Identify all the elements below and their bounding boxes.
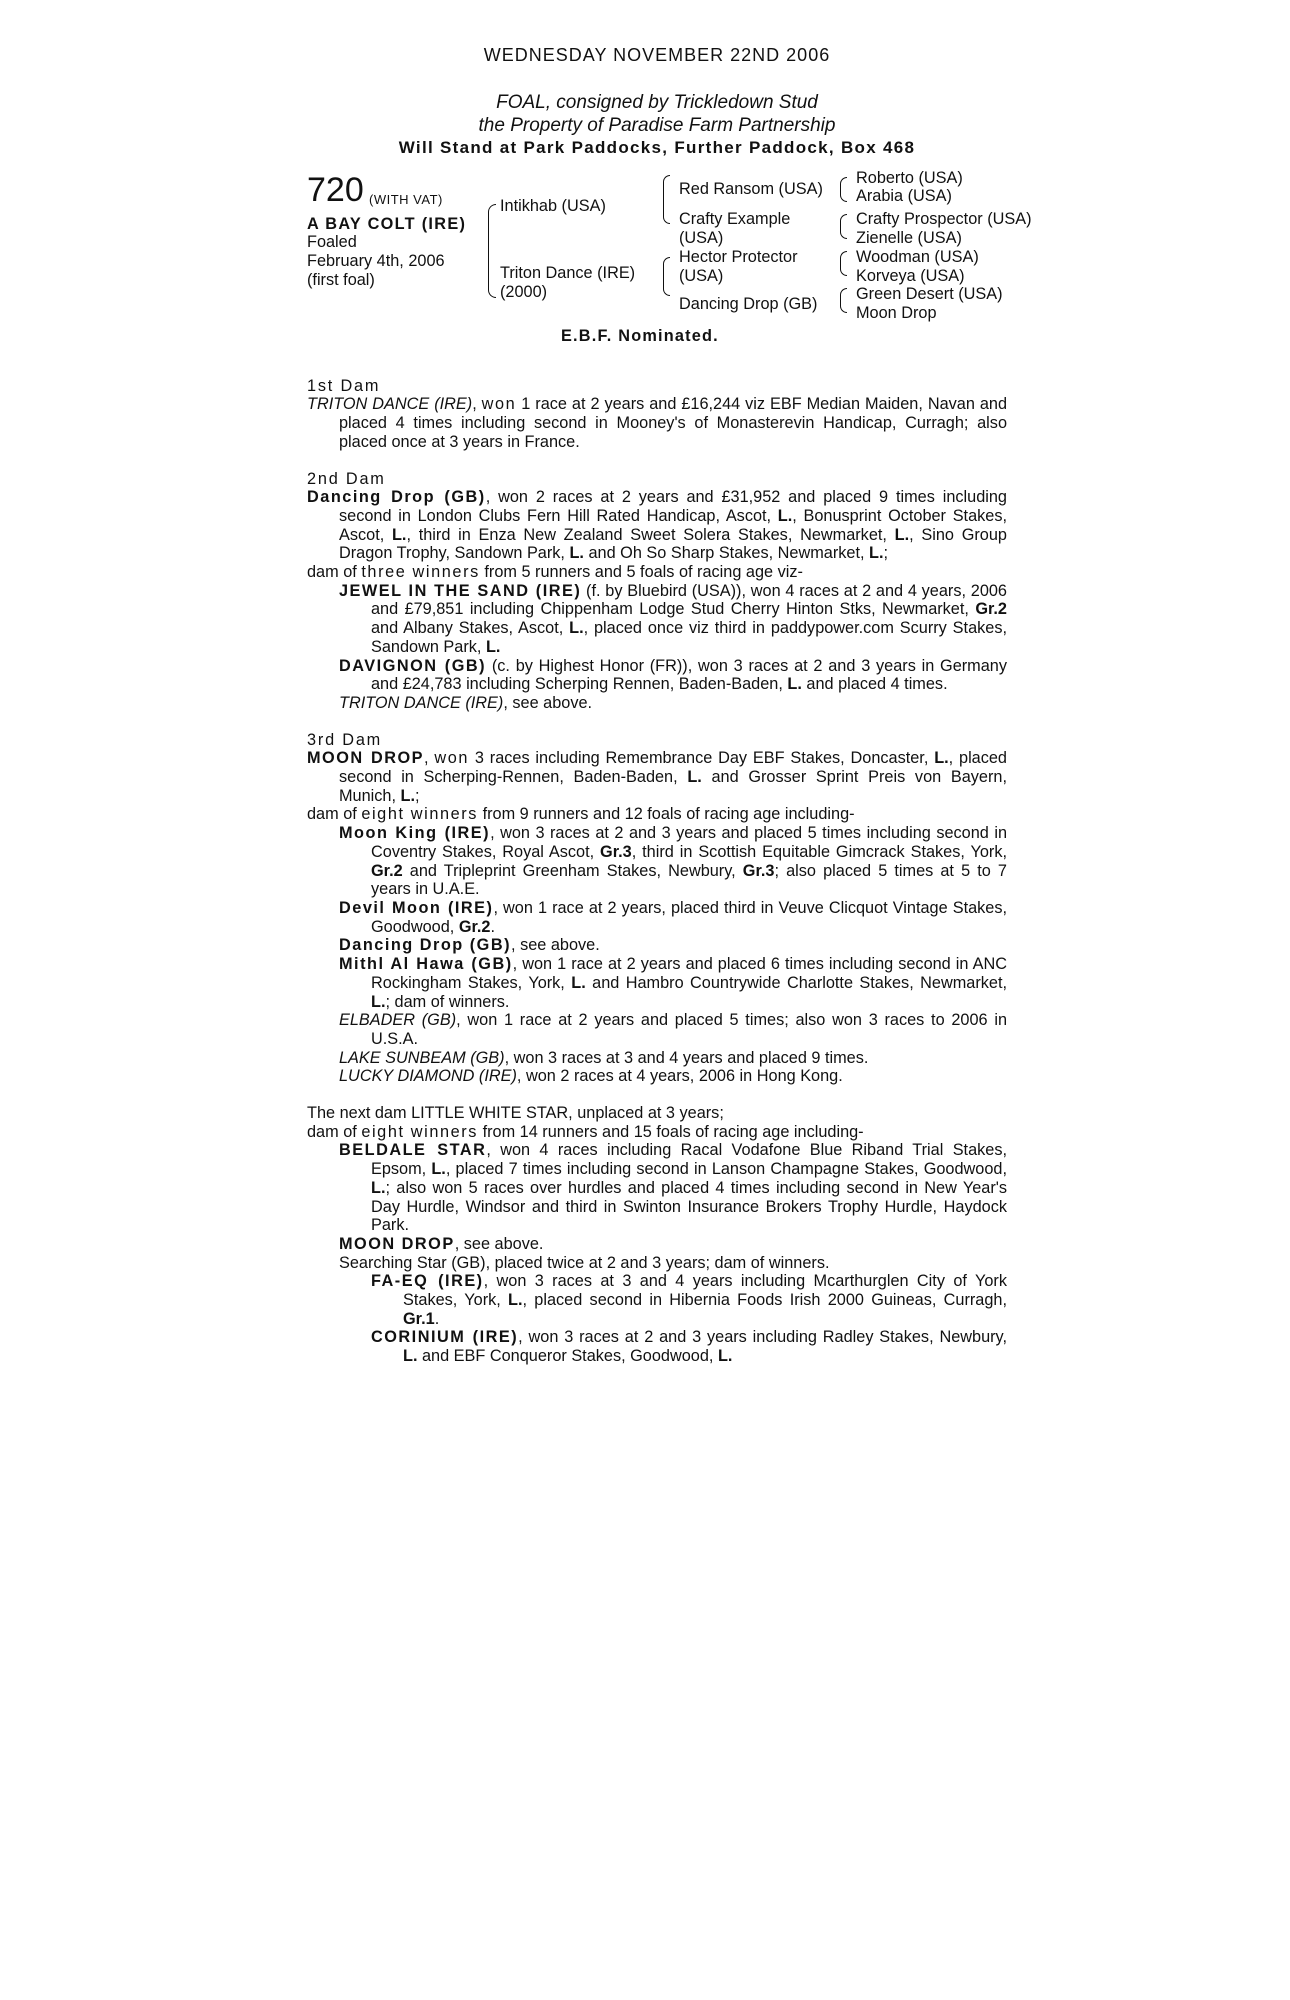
next-dam-produce-summary: dam of eight winners from 14 runners and 15 foals of racing age including-: [307, 1122, 864, 1141]
brace-gen3-4-bottom: [840, 300, 847, 313]
gg-2: Arabia (USA): [856, 186, 952, 205]
gg-5: Woodman (USA): [856, 247, 979, 266]
produce-item: FA-EQ (IRE), won 3 races at 3 and 4 years including Mcarthurglen City of York Stakes, York, L., placed second in Hibernia Foods Irish 2000 Guineas, Curragh, Gr.1.: [371, 1272, 1007, 1328]
catalogue-page: [307, 45, 1032, 1366]
ebf-nominated: E.B.F. Nominated.: [561, 326, 719, 345]
gg-3: Crafty Prospector (USA): [856, 209, 1032, 228]
produce-item: BELDALE STAR, won 4 races including Racal Vodafone Blue Riband Trial Stakes, Epsom, L., placed 7 times including second in Lanson Champagne Stakes, Goodwood, L.; also won 5 races over hurdles and placed 4 times including second in New Year's Day Hurdle, Windsor and third in Swinton Insurance Brokers Trophy Hurdle, Haydock Park.: [339, 1141, 1007, 1235]
brace-gen3-2-bottom: [840, 226, 847, 239]
third-dam-section: [307, 731, 1007, 1086]
dam-name: Triton Dance (IRE): [500, 263, 636, 282]
brace-gen3-1-top: [840, 177, 847, 190]
dam-dam: Dancing Drop (GB): [679, 294, 818, 313]
produce-item: JEWEL IN THE SAND (IRE) (f. by Bluebird (USA)), won 4 races at 2 and 4 years, 2006 and £79,851 including Chippenham Lodge Stud Cherry Hinton Stks, Newmarket, Gr.2 and Albany Stakes, Ascot, L., placed once viz third in paddypower.com Scurry Stakes, Sandown Park, L.: [339, 581, 1007, 656]
consignor-line: FOAL, consigned by Trickledown Stud: [496, 91, 818, 113]
brace-gen2-b-top: [663, 257, 670, 276]
produce-item: Dancing Drop (GB), see above.: [339, 936, 600, 955]
next-dam-intro: The next dam LITTLE WHITE STAR, unplaced at 3 years;: [307, 1104, 724, 1123]
second-dam-section: [307, 470, 1007, 713]
sire-dam-1: Crafty Example: [679, 209, 791, 228]
lot-title: A BAY COLT (IRE): [307, 214, 467, 233]
gg-1: Roberto (USA): [856, 168, 963, 187]
sire-name: Intikhab (USA): [500, 196, 606, 215]
produce-item: MOON DROP, see above.: [339, 1234, 544, 1253]
dam-sire-2: (USA): [679, 266, 724, 285]
owner-line: the Property of Paradise Farm Partnership: [478, 114, 836, 136]
third-dam-produce-summary: dam of eight winners from 9 runners and 12 foals of racing age including-: [307, 805, 855, 824]
brace-gen1-top: [488, 204, 496, 242]
gg-8: Moon Drop: [856, 303, 937, 322]
brace-gen3-4-top: [840, 288, 847, 301]
brace-gen2-b-bottom: [663, 275, 670, 296]
sale-date: WEDNESDAY NOVEMBER 22ND 2006: [483, 45, 831, 65]
sire-dam-2: (USA): [679, 228, 724, 247]
brace-gen3-2-top: [840, 214, 847, 227]
dam-year: (2000): [500, 282, 548, 301]
produce-item: DAVIGNON (GB) (c. by Highest Honor (FR)), won 3 races at 2 and 3 years in Germany and £24,783 including Scherping Rennen, Baden-Baden, L. and placed 4 times.: [339, 656, 1007, 694]
gg-7: Green Desert (USA): [856, 284, 1003, 303]
produce-item: Devil Moon (IRE), won 1 race at 2 years, placed third in Veuve Clicquot Vintage Stakes, Goodwood, Gr.2.: [339, 898, 1008, 936]
brace-gen3-3-top: [840, 251, 847, 264]
produce-item: Mithl Al Hawa (GB), won 1 race at 2 years and placed 6 times including second in ANC Rockingham Stakes, York, L. and Hambro Countrywide Charlotte Stakes, Newmarket, L.; dam of winners.: [339, 955, 1007, 1011]
produce-item: ELBADER (GB), won 1 race at 2 years and placed 5 times; also won 3 races to 2006 in U.S.A.: [339, 1011, 1007, 1048]
second-dam-produce-summary: dam of three winners from 5 runners and 5 foals of racing age viz-: [307, 563, 803, 582]
produce-item: LAKE SUNBEAM (GB), won 3 races at 3 and 4 years and placed 9 times.: [339, 1048, 869, 1067]
third-dam-record: MOON DROP, won 3 races including Remembrance Day EBF Stakes, Doncaster, L., placed second in Scherping-Rennen, Baden-Baden, L. and Grosser Sprint Preis von Bayern, Munich, L.;: [307, 749, 1007, 805]
third-dam-heading: 3rd Dam: [307, 730, 383, 749]
lot-number: 720: [307, 170, 364, 209]
first-dam-section: [307, 377, 1007, 452]
lot-vat: (WITH VAT): [369, 191, 443, 207]
brace-gen3-3-bottom: [840, 263, 847, 276]
gg-6: Korveya (USA): [856, 266, 965, 285]
second-dam-heading: 2nd Dam: [307, 469, 386, 488]
brace-gen1-bottom: [488, 241, 496, 298]
first-dam-heading: 1st Dam: [307, 376, 381, 395]
brace-gen3-1-bottom: [840, 189, 847, 202]
produce-item: LUCKY DIAMOND (IRE), won 2 races at 4 years, 2006 in Hong Kong.: [339, 1067, 843, 1086]
foaled-label: Foaled: [307, 232, 357, 251]
brace-gen2-a-top: [663, 175, 670, 200]
produce-item: CORINIUM (IRE), won 3 races at 2 and 3 years including Radley Stakes, Newbury, L. and EBF Conqueror Stakes, Goodwood, L.: [371, 1328, 1007, 1366]
next-dam-section: [307, 1104, 1007, 1366]
foaled-date: February 4th, 2006: [307, 251, 445, 270]
pedigree-table: [307, 168, 1032, 359]
produce-item: Searching Star (GB), placed twice at 2 and 3 years; dam of winners.: [339, 1253, 830, 1272]
produce-item: Moon King (IRE), won 3 races at 2 and 3 years and placed 5 times including second in Coventry Stakes, Royal Ascot, Gr.3, third in Scottish Equitable Gimcrack Stakes, York, Gr.2 and Tripleprint Greenham Stakes, Newbury, Gr.3; also placed 5 times at 5 to 7 years in U.A.E.: [339, 824, 1008, 899]
second-dam-record: Dancing Drop (GB), won 2 races at 2 years and £31,952 and placed 9 times including second in London Clubs Fern Hill Rated Handicap, Ascot, L., Bonusprint October Stakes, Ascot, L., third in Enza New Zealand Sweet Solera Stakes, Newmarket, L., Sino Group Dragon Trophy, Sandown Park, L. and Oh So Sharp Stakes, Newmarket, L.;: [307, 488, 1007, 563]
first-dam-record: TRITON DANCE (IRE), won 1 race at 2 years and £16,244 viz EBF Median Maiden, Navan and placed 4 times including second in Mooney's of Monasterevin Handicap, Curragh; also placed once at 3 years in France.: [307, 395, 1007, 451]
produce-item: TRITON DANCE (IRE), see above.: [339, 693, 593, 712]
brace-gen2-a-bottom: [663, 199, 670, 224]
gg-4: Zienelle (USA): [856, 228, 962, 247]
foal-note: (first foal): [307, 270, 375, 289]
stand-location: Will Stand at Park Paddocks, Further Paddock, Box 468: [398, 137, 916, 157]
dam-sire-1: Hector Protector: [679, 247, 798, 266]
sire-sire: Red Ransom (USA): [679, 179, 823, 198]
